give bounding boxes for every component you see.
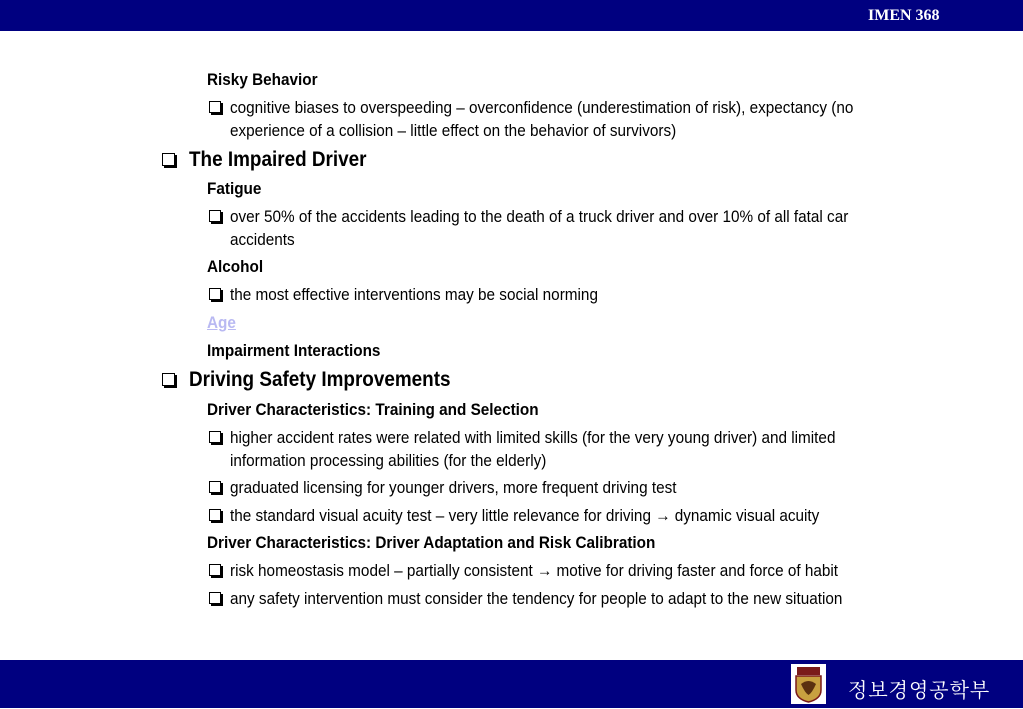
arrow-right-icon: → (536, 561, 553, 580)
adaptation-bullet1 (230, 559, 838, 582)
risky-bullet-line2: experience of a collision – little effect on the behavior of survivors) (230, 121, 677, 140)
checkbox-bullet-icon (209, 210, 221, 222)
adaptation-bullet2: any safety intervention must consider the tendency for people to adapt to the new situation (230, 589, 843, 608)
fatigue-bullet-line2: accidents (230, 230, 295, 249)
checkbox-bullet-icon (209, 288, 221, 300)
checkbox-bullet-icon (209, 564, 221, 576)
checkbox-bullet-icon (209, 481, 221, 493)
training-bullet3 (230, 504, 819, 527)
driving-safety-heading: Driving Safety Improvements (189, 368, 451, 391)
arrow-right-icon: → (655, 506, 671, 525)
training-bullet3-text-a: the standard visual acuity test – very little relevance for driving (230, 506, 656, 525)
school-name: 정보경영공학부 (848, 678, 991, 702)
course-code: IMEN 368 (868, 7, 940, 24)
adaptation-bullet1-text-a: risk homeostasis model – partially consistent (230, 561, 537, 580)
fatigue-bullet-line1: over 50% of the accidents leading to the death of a truck driver and over 10% of all fatal car (230, 207, 849, 226)
training-bullet1-line1: higher accident rates were related with limited skills (for the very young driver) and limited (230, 428, 836, 447)
alcohol-heading: Alcohol (207, 257, 264, 276)
checkbox-bullet-icon (162, 373, 175, 386)
impairment-interactions-heading: Impairment Interactions (207, 341, 381, 360)
age-link[interactable]: Age (207, 313, 236, 332)
university-emblem-icon (791, 664, 826, 704)
checkbox-bullet-icon (162, 153, 175, 166)
checkbox-bullet-icon (209, 509, 221, 521)
training-selection-heading: Driver Characteristics: Training and Selection (207, 400, 539, 419)
checkbox-bullet-icon (209, 592, 221, 604)
training-bullet2: graduated licensing for younger drivers, more frequent driving test (230, 478, 677, 497)
risky-bullet-line1: cognitive biases to overspeeding – overconfidence (underestimation of risk), expectancy (no (230, 98, 854, 117)
alcohol-bullet: the most effective interventions may be social norming (230, 285, 598, 304)
checkbox-bullet-icon (209, 101, 221, 113)
fatigue-heading: Fatigue (207, 179, 262, 198)
adaptation-bullet1-text-b: motive for driving faster and force of habit (552, 561, 839, 580)
header-bar (0, 0, 1023, 31)
checkbox-bullet-icon (209, 431, 221, 443)
adaptation-heading: Driver Characteristics: Driver Adaptation and Risk Calibration (207, 533, 656, 552)
risky-behavior-heading: Risky Behavior (207, 70, 318, 89)
training-bullet1-line2: information processing abilities (for the elderly) (230, 451, 547, 470)
training-bullet3-text-b: dynamic visual acuity (670, 506, 820, 525)
impaired-driver-heading: The Impaired Driver (189, 148, 367, 171)
